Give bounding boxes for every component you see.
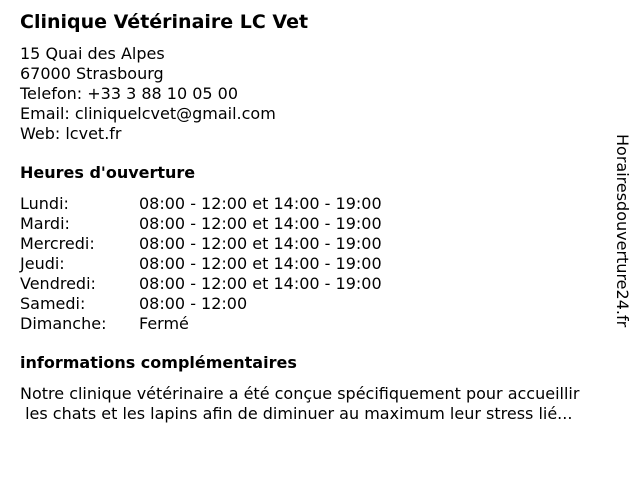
day-label: Vendredi:: [20, 274, 96, 293]
watermark-text: Horairesdouverture24.fr: [613, 134, 632, 328]
address-street: 15 Quai des Alpes: [20, 44, 165, 63]
contact-block: [20, 44, 276, 144]
info-heading: informations complémentaires: [20, 353, 297, 372]
day-label: Jeudi:: [20, 254, 65, 273]
day-label: Mardi:: [20, 214, 70, 233]
info-line-2: les chats et les lapins afin de diminuer au maximum leur stress lié...: [20, 404, 573, 423]
day-hours: 08:00 - 12:00 et 14:00 - 19:00: [139, 194, 382, 213]
day-hours: 08:00 - 12:00 et 14:00 - 19:00: [139, 214, 382, 233]
address-city: 67000 Strasbourg: [20, 64, 164, 83]
day-label: Samedi:: [20, 294, 86, 313]
web-text: Web: lcvet.fr: [20, 124, 122, 143]
day-label: Lundi:: [20, 194, 69, 213]
day-label: Mercredi:: [20, 234, 95, 253]
phone-text: Telefon: +33 3 88 10 05 00: [20, 84, 239, 103]
day-label: Dimanche:: [20, 314, 107, 333]
day-hours: 08:00 - 12:00 et 14:00 - 19:00: [139, 234, 382, 253]
info-line-1: Notre clinique vétérinaire a été conçue spécifiquement pour accueillir: [20, 384, 580, 403]
email-text: Email: cliniquelcvet@gmail.com: [20, 104, 276, 123]
day-hours: 08:00 - 12:00: [139, 294, 248, 313]
day-hours: Fermé: [139, 314, 189, 333]
day-hours: 08:00 - 12:00 et 14:00 - 19:00: [139, 254, 382, 273]
business-name: Clinique Vétérinaire LC Vet: [20, 11, 309, 33]
day-hours: 08:00 - 12:00 et 14:00 - 19:00: [139, 274, 382, 293]
info-description: [20, 384, 579, 424]
hours-heading: Heures d'ouverture: [20, 163, 196, 182]
